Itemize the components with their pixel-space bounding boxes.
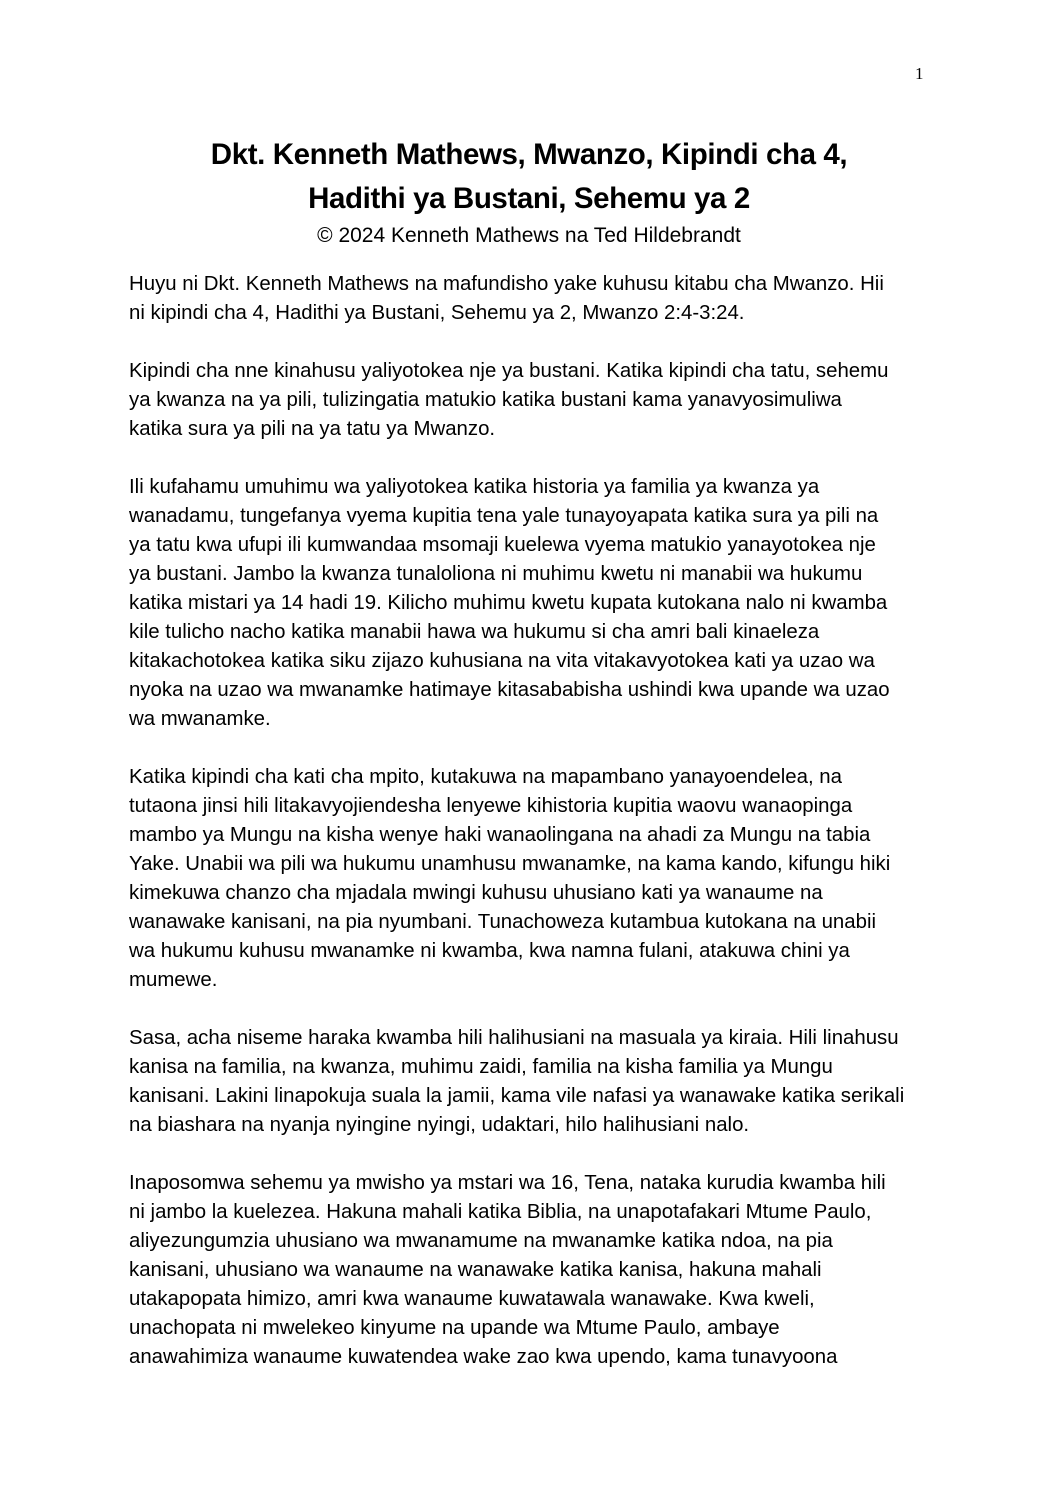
text-line: wa mwanamke. — [129, 708, 271, 730]
text-line: Ili kufahamu umuhimu wa yaliyotokea katika historia ya familia ya kwanza ya — [129, 476, 820, 498]
paragraph — [129, 1024, 944, 1140]
text-line: Sasa, acha niseme haraka kwamba hili halihusiani na masuala ya kiraia. Hili linahusu — [129, 1027, 899, 1049]
paragraph — [129, 270, 944, 328]
text-line: mambo ya Mungu na kisha wenye haki wanaolingana na ahadi za Mungu na tabia — [129, 824, 871, 846]
paragraph — [129, 357, 944, 444]
text-line: Huyu ni Dkt. Kenneth Mathews na mafundisho yake kuhusu kitabu cha Mwanzo. Hii — [129, 273, 884, 295]
document-body — [129, 270, 944, 1401]
text-line: Kipindi cha nne kinahusu yaliyotokea nje ya bustani. Katika kipindi cha tatu, sehemu — [129, 360, 889, 382]
text-line: ya kwanza na ya pili, tulizingatia matukio katika bustani kama yanavyosimuliwa — [129, 389, 842, 411]
text-line: Inaposomwa sehemu ya mwisho ya mstari wa 16, Tena, nataka kurudia kwamba hili — [129, 1172, 886, 1194]
text-line: ya tatu kwa ufupi ili kumwandaa msomaji kuelewa vyema matukio yanayotokea nje — [129, 534, 876, 556]
paragraph — [129, 1169, 944, 1372]
text-line: ni kipindi cha 4, Hadithi ya Bustani, Sehemu ya 2, Mwanzo 2:4-3:24. — [129, 302, 745, 324]
text-line: ni jambo la kuelezea. Hakuna mahali katika Biblia, na unapotafakari Mtume Paulo, — [129, 1201, 872, 1223]
text-line: kitakachotokea katika siku zijazo kuhusiana na vita vitakavyotokea kati ya uzao wa — [129, 650, 875, 672]
copyright-line: © 2024 Kenneth Mathews na Ted Hildebrandt — [317, 224, 741, 247]
text-line: tutaona jinsi hili litakavyojiendesha lenyewe kihistoria kupitia waovu wanaopinga — [129, 795, 853, 817]
text-line: utakapopata himizo, amri kwa wanaume kuwatawala wanawake. Kwa kweli, — [129, 1288, 815, 1310]
text-line: wa hukumu kuhusu mwanamke ni kwamba, kwa namna fulani, atakuwa chini ya — [129, 940, 850, 962]
text-line: mumewe. — [129, 969, 218, 991]
text-line: Katika kipindi cha kati cha mpito, kutakuwa na mapambano yanayoendelea, na — [129, 766, 842, 788]
text-line: aliyezungumzia uhusiano wa mwanamume na mwanamke katika ndoa, na pia — [129, 1230, 833, 1252]
title-line: Dkt. Kenneth Mathews, Mwanzo, Kipindi cha 4, — [210, 138, 848, 171]
page-number: 1 — [915, 64, 924, 83]
text-line: nyoka na uzao wa mwanamke hatimaye kitasababisha ushindi kwa upande wa uzao — [129, 679, 890, 701]
text-line: kanisa na familia, na kwanza, muhimu zaidi, familia na kisha familia ya Mungu — [129, 1056, 833, 1078]
text-line: kile tulicho nacho katika manabii hawa wa hukumu si cha amri bali kinaeleza — [129, 621, 820, 643]
text-line: katika sura ya pili na ya tatu ya Mwanzo. — [129, 418, 496, 440]
text-line: kanisani, uhusiano wa wanaume na wanawake katika kanisa, hakuna mahali — [129, 1259, 822, 1281]
text-line: kanisani. Lakini linapokuja suala la jamii, kama vile nafasi ya wanawake katika serikali — [129, 1085, 905, 1107]
text-line: unachopata ni mwelekeo kinyume na upande wa Mtume Paulo, ambaye — [129, 1317, 780, 1339]
text-line: wanadamu, tungefanya vyema kupitia tena yale tunayoyapata katika sura ya pili na — [129, 505, 879, 527]
paragraph — [129, 763, 944, 995]
text-line: ya bustani. Jambo la kwanza tunaloliona ni muhimu kwetu ni manabii wa hukumu — [129, 563, 863, 585]
paragraph — [129, 473, 944, 734]
title-line: Hadithi ya Bustani, Sehemu ya 2 — [308, 182, 750, 215]
text-line: kimekuwa chanzo cha mjadala mwingi kuhusu uhusiano kati ya wanaume na — [129, 882, 823, 904]
document-header — [0, 133, 1058, 251]
text-line: wanawake kanisani, na pia nyumbani. Tunachoweza kutambua kutokana na unabii — [129, 911, 877, 933]
text-line: na biashara na nyanja nyingine nyingi, udaktari, hilo halihusiani nalo. — [129, 1114, 750, 1136]
text-line: Yake. Unabii wa pili wa hukumu unamhusu mwanamke, na kama kando, kifungu hiki — [129, 853, 891, 875]
text-line: anawahimiza wanaume kuwatendea wake zao kwa upendo, kama tunavyoona — [129, 1346, 838, 1368]
text-line: katika mistari ya 14 hadi 19. Kilicho muhimu kwetu kupata kutokana nalo ni kwamba — [129, 592, 888, 614]
